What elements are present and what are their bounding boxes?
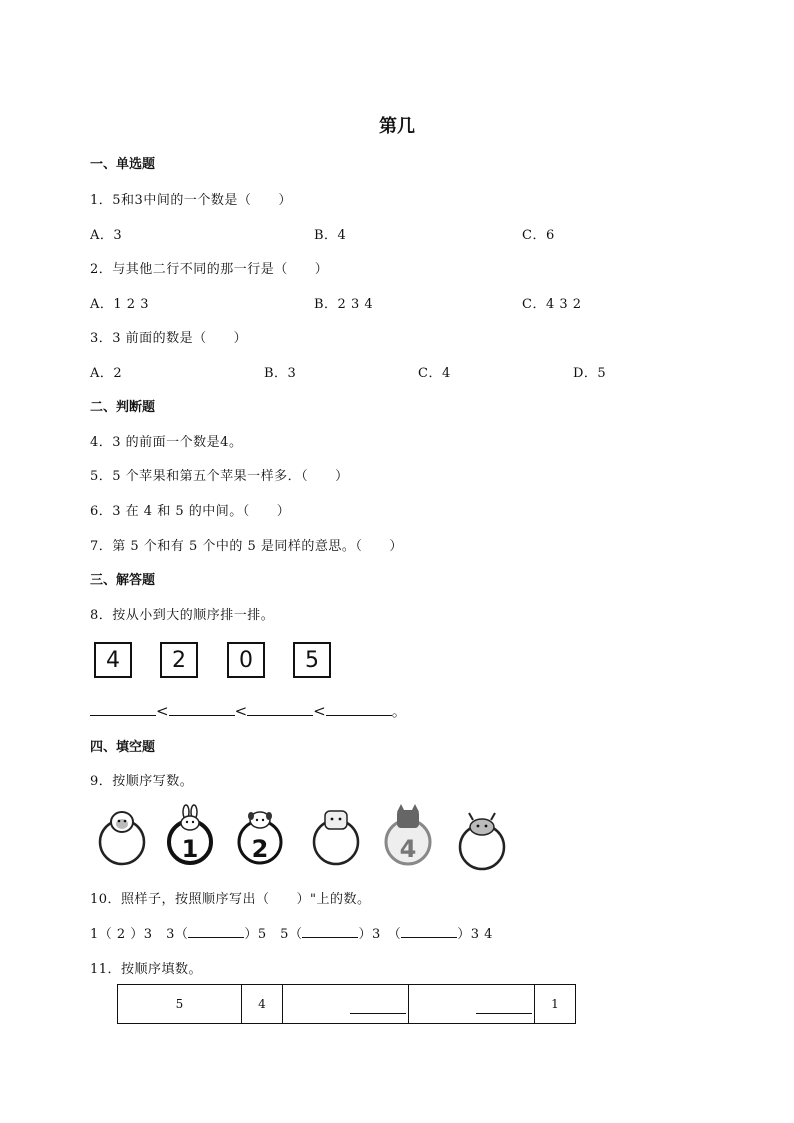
q10-example: 1（ 2 ）3: [90, 927, 153, 942]
question-7: 7．第 5 个和有 5 个中的 5 是同样的意思。（ ）: [90, 539, 403, 554]
q3-option-d: D．5: [573, 366, 607, 381]
sequence-cell-blank[interactable]: [409, 985, 535, 1024]
page-title: 第几: [379, 116, 415, 137]
section-heading-single-choice: 一、单选题: [90, 157, 156, 172]
q1-option-b: B．4: [314, 228, 347, 243]
question-11: 11．按顺序填数。: [90, 962, 203, 977]
less-than-sign: <: [313, 702, 326, 720]
sequence-cell: 5: [118, 985, 242, 1024]
section-heading-answer: 三、解答题: [90, 573, 156, 588]
sequence-cell: 4: [242, 985, 283, 1024]
answer-blank[interactable]: [169, 701, 235, 716]
period-mark: 。: [391, 702, 407, 720]
cat-circle-icon: [314, 811, 358, 864]
number-card: 0: [227, 642, 265, 678]
sequence-table: [117, 984, 576, 1024]
question-10: 10．照样子，按照顺序写出（ ）"上的数。: [90, 892, 371, 907]
q10-sequence-row: 1（ 2 ）3 3（ ）5 5（ ）3 （ ）3 4: [90, 927, 493, 942]
q3-option-b: B．3: [264, 366, 297, 381]
circle-number: 1: [181, 835, 199, 863]
animal-number-circles: [96, 802, 516, 872]
question-9: 9．按顺序写数。: [90, 774, 194, 789]
answer-blank[interactable]: [302, 927, 358, 938]
q2-option-a: A．1 2 3: [90, 297, 149, 312]
circle-number: 4: [399, 835, 417, 863]
question-2: 2．与其他二行不同的那一行是（ ）: [90, 262, 329, 277]
answer-blank[interactable]: [476, 1003, 532, 1014]
q2-option-c: C．4 3 2: [522, 297, 582, 312]
number-card: 4: [94, 642, 132, 678]
monkey-circle-icon: [100, 812, 144, 864]
question-8: 8．按从小到大的顺序排一排。: [90, 608, 275, 623]
section-heading-true-false: 二、判断题: [90, 400, 156, 415]
sequence-cell-blank[interactable]: [283, 985, 409, 1024]
sequence-cell: 1: [535, 985, 576, 1024]
section-heading-fill-blank: 四、填空题: [90, 740, 156, 755]
question-4: 4．3 的前面一个数是4。: [90, 435, 243, 450]
answer-blank[interactable]: [401, 927, 457, 938]
q3-option-c: C．4: [418, 366, 451, 381]
question-6: 6．3 在 4 和 5 的中间。（ ）: [90, 504, 291, 519]
question-3: 3．3 前面的数是（ ）: [90, 331, 248, 346]
cow-circle-icon: [460, 813, 504, 869]
number-card: 2: [160, 642, 198, 678]
number-card: 5: [293, 642, 331, 678]
q1-option-c: C．6: [522, 228, 555, 243]
answer-blank[interactable]: [247, 701, 313, 716]
circle-number: 2: [251, 835, 269, 863]
answer-blank[interactable]: [188, 927, 244, 938]
answer-blank[interactable]: [326, 701, 392, 716]
answer-blank[interactable]: [350, 1003, 406, 1014]
less-than-sign: <: [156, 702, 169, 720]
q2-option-b: B．2 3 4: [314, 297, 374, 312]
q3-option-a: A．2: [90, 366, 123, 381]
question-1: 1．5和3中间的一个数是（ ）: [90, 193, 292, 208]
answer-blank[interactable]: [90, 701, 156, 716]
order-answer-row: [90, 700, 407, 721]
question-5: 5．5 个苹果和第五个苹果一样多．（ ）: [90, 469, 349, 484]
less-than-sign: <: [234, 702, 248, 720]
q1-option-a: A．3: [90, 228, 123, 243]
